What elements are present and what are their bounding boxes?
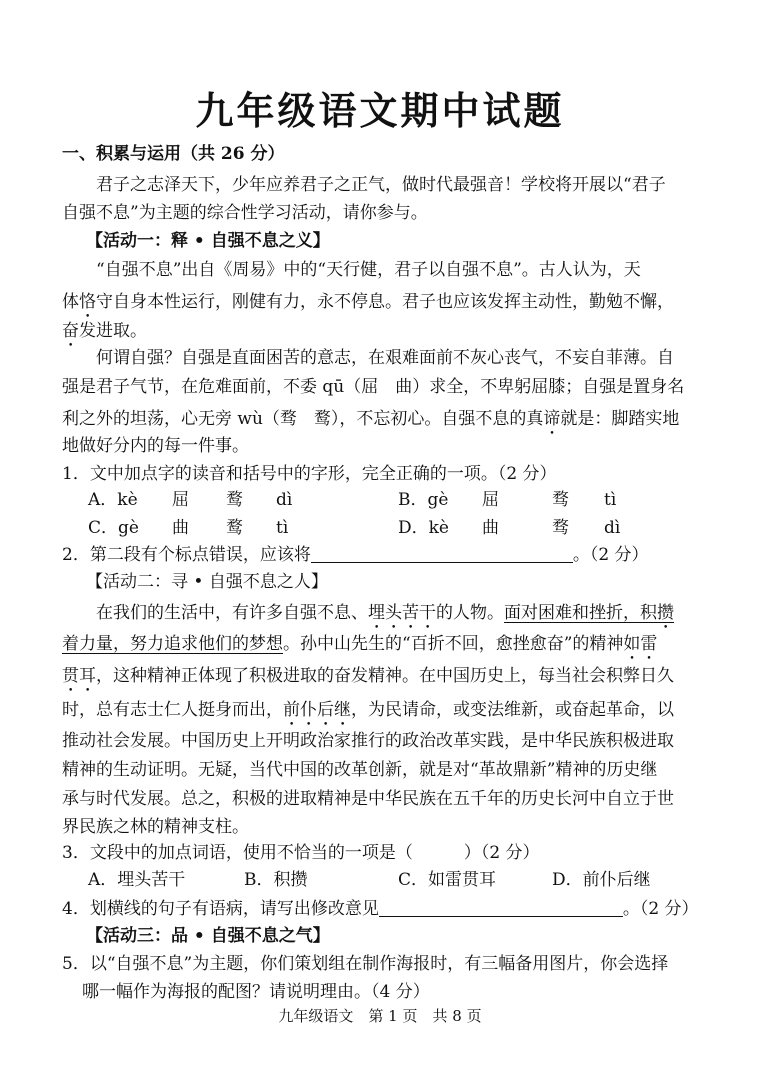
p2-line-1: 何谓自强？自强是直面困苦的意志，在艰难面前不灰心丧气，不妄自菲薄。自 xyxy=(96,348,674,368)
q1-option-a-reading: A．kè xyxy=(88,490,138,510)
q1-option-b-reading2: tì xyxy=(604,490,617,510)
q1-option-a-char2: 鹜 xyxy=(226,490,243,510)
question-5-line-1: 5．以“自强不息”为主题，你们策划组在制作海报时，有三幅备用图片，你会选择 xyxy=(62,954,669,974)
p3-line-3: 贯耳，这种精神正体现了积极进取的奋发精神。在中国历史上，每当社会积弊日久 xyxy=(62,666,674,686)
p2-line-2: 强是君子气节，在危难面前，不委 qū（屈 曲）求全，不卑躬屈膝；自强是置身名 xyxy=(62,377,685,397)
p3-line-6: 精神的生动证明。无疑，当代中国的改革创新，就是对“革故鼎新”精神的历史继 xyxy=(62,760,658,780)
dotted-char: 攒 xyxy=(657,603,674,623)
q1-option-d-reading2: dì xyxy=(604,518,621,538)
dotted-char: 谛 xyxy=(543,409,561,429)
dotted-word: 埋头苦干 xyxy=(368,603,436,623)
page-footer: 九年级语文 第 1 页 共 8 页 xyxy=(278,1007,482,1025)
question-1: 1．文中加点字的读音和括号中的字形，完全正确的一项。（2 分） xyxy=(62,464,557,484)
dotted-word: 贯耳 xyxy=(62,666,96,686)
q1-option-d-char1: 曲 xyxy=(482,518,499,538)
section-heading: 一、积累与运用（共 26 分） xyxy=(62,144,285,164)
q1-option-b-reading: B．gè xyxy=(398,490,449,510)
dotted-word: 前仆后继 xyxy=(283,700,351,720)
q1-option-c-char1: 曲 xyxy=(172,518,189,538)
q1-option-c-reading: C．gè xyxy=(88,518,139,538)
q3-option-c: C．如雷贯耳 xyxy=(398,870,497,890)
p3-line-8: 界民族之林的精神支柱。 xyxy=(62,817,249,837)
intro-line-1: 君子之志泽天下，少年应养君子之正气，做时代最强音！学校将开展以“君子 xyxy=(96,175,666,195)
p3-line-5: 推动社会发展。中国历史上开明政治家推行的政治改革实践，是中华民族积极进取 xyxy=(62,731,674,751)
underlined-sentence: 面对困难和挫折， xyxy=(504,603,640,623)
p1-line-3: 奋发进取。 xyxy=(62,321,147,341)
activity-3-heading: 【活动三：品 • 自强不息之气】 xyxy=(86,926,330,946)
p2-line-4: 地做好分内的每一件事。 xyxy=(62,436,249,456)
q1-option-b-char1: 屈 xyxy=(482,490,499,510)
q3-option-d: D．前仆后继 xyxy=(552,870,651,890)
q1-option-c-reading2: tì xyxy=(276,518,289,538)
page-title: 九年级语文期中试题 xyxy=(195,88,565,133)
q1-option-c-char2: 鹜 xyxy=(226,518,243,538)
dotted-char: 恪 xyxy=(79,292,96,312)
p2-line-3: 利之外的坦荡，心无旁 wù（骛 鹜），不忘初心。自强不息的真谛就是：脚踏实地 xyxy=(62,409,680,429)
p1-line-2: 体恪守自身本性运行，刚健有力，永不停息。君子也应该发挥主动性，勤勉不懈， xyxy=(62,292,674,312)
p1-line-1: “自强不息”出自《周易》中的“天行健，君子以自强不息”。古人认为，天 xyxy=(96,260,641,280)
p3-line-2: 着力量，努力追求他们的梦想。孙中山先生的“百折不回，愈挫愈奋”的精神如雷 xyxy=(62,634,658,654)
q1-option-a-reading2: dì xyxy=(276,490,293,510)
q1-option-a-char1: 屈 xyxy=(172,490,189,510)
intro-line-2: 自强不息”为主题的综合性学习活动，请你参与。 xyxy=(62,203,428,223)
dotted-word: 如雷 xyxy=(623,634,658,654)
q3-option-b: B．积攒 xyxy=(244,870,308,890)
activity-2-heading: 【活动二：寻 • 自强不息之人】 xyxy=(86,572,328,592)
answer-blank[interactable] xyxy=(311,546,573,563)
underlined-sentence: 着力量，努力追求他们的梦想 xyxy=(62,634,283,654)
q1-option-d-reading: D．kè xyxy=(398,518,449,538)
dotted-char: 奋 xyxy=(62,321,79,341)
p3-line-4: 时，总有志士仁人挺身而出，前仆后继，为民请命，或变法维新，或奋起革命，以 xyxy=(62,700,674,720)
p3-line-1: 在我们的生活中，有许多自强不息、埋头苦干的人物。面对困难和挫折，积攒 xyxy=(96,603,674,623)
q1-option-d-char2: 骛 xyxy=(552,518,569,538)
q1-option-b-char2: 骛 xyxy=(552,490,569,510)
question-2: 2．第二段有个标点错误，应该将 。（2 分） xyxy=(62,545,649,565)
question-5-line-2: 哪一幅作为海报的配图？请说明理由。（4 分） xyxy=(82,982,430,1002)
answer-blank[interactable] xyxy=(379,900,623,917)
activity-1-heading: 【活动一：释 • 自强不息之义】 xyxy=(86,231,330,251)
q3-option-a: A．埋头苦干 xyxy=(88,870,186,890)
p3-line-7: 承与时代发展。总之，积极的进取精神是中华民族在五千年的历史长河中自立于世 xyxy=(62,789,674,809)
question-3: 3．文段中的加点词语，使用不恰当的一项是（ ）（2 分） xyxy=(62,843,540,863)
question-4: 4．划横线的句子有语病，请写出修改意见 。（2 分） xyxy=(62,899,699,919)
